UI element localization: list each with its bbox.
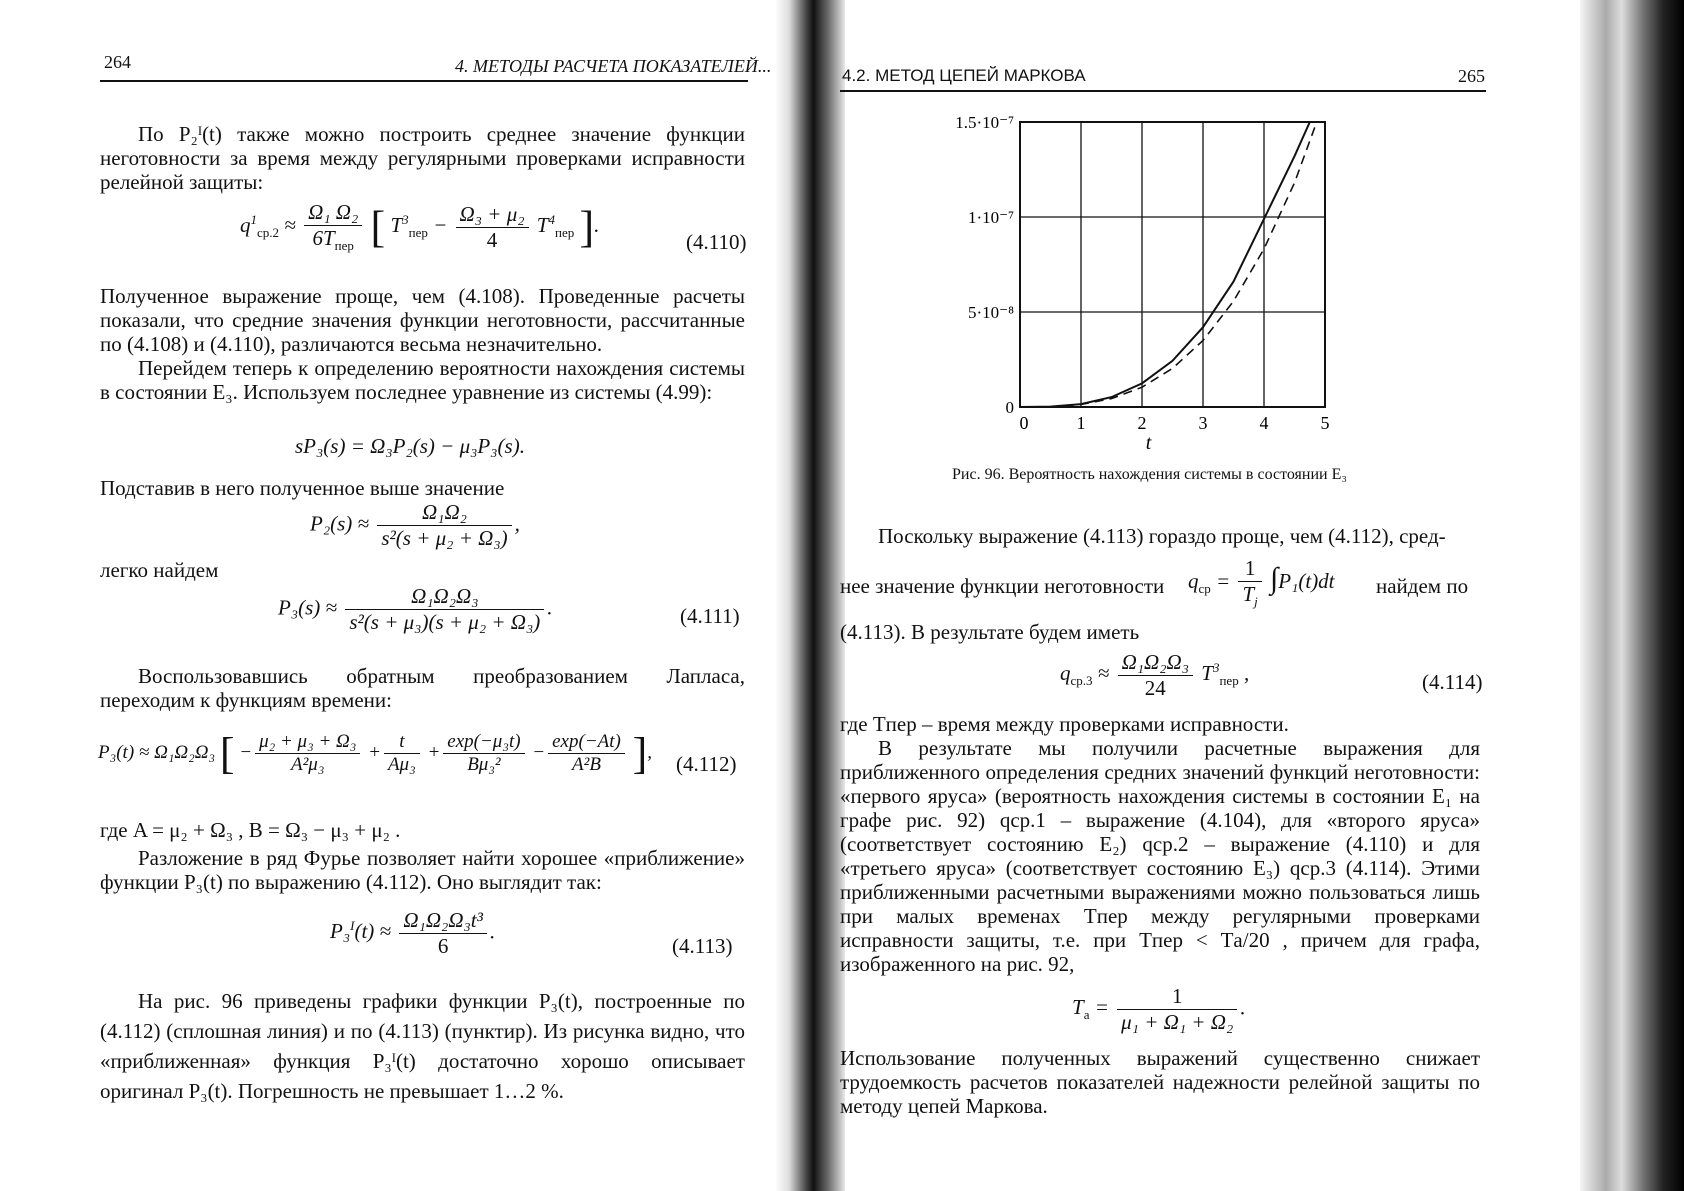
left-para-2: Полученное выражение проще, чем (4.108). Проведенные расчеты показали, что средние значения функции неготовности, рассчитанные по (4.108) и (4.110), различаются весьма незначительно. bbox=[100, 284, 745, 356]
right-para-1b bbox=[840, 556, 1480, 616]
equation-p2s: P₂(s) ≈ $\frac{\text{Ω₁Ω₂}}{\text{s²(s + μ₂ + Ω₃)}}$ , bbox=[310, 500, 520, 550]
running-head-left: 4. МЕТОДЫ РАСЧЕТА ПОКАЗАТЕЛЕЙ... bbox=[455, 56, 772, 76]
equation-qcp-integral: $q_{ср}$ = $\frac{1}{T_j}$ ∫P₁(t)dt bbox=[1188, 556, 1335, 610]
page-number-left: 264 bbox=[104, 52, 131, 72]
x-tick-label: 4 bbox=[1259, 413, 1269, 433]
right-para-1a: Поскольку выражение (4.113) гораздо проще, чем (4.112), сред- bbox=[878, 524, 1446, 548]
equation-4-114: $q_{ср.3}$ ≈ $\frac{\text{Ω₁Ω₂Ω₃}}{24}$ $T^3_{пер}$ , bbox=[1060, 650, 1250, 700]
equation-ta: $T_а$ = $\frac{1}{\text{μ₁ + Ω₁ + Ω₂}}$ . bbox=[1072, 984, 1246, 1034]
series-solid-line bbox=[1020, 122, 1310, 407]
chart-grid bbox=[1020, 122, 1325, 407]
header-rule-right bbox=[840, 90, 1486, 92]
y-tick-label: 5·10⁻⁸ bbox=[967, 303, 1014, 322]
plot-frame bbox=[1020, 122, 1325, 407]
eq-number-4-112: (4.112) bbox=[676, 752, 737, 776]
right-para-1b-start: нее значение функции неготовности bbox=[840, 574, 1165, 598]
right-para-3: В результате мы получили расчетные выражения для приближенного определения средних значений функций неготовности: «первого яруса» (вероятность нахождения системы в состоянии E₁ на графе рис. 92) qср.1 – выражение (4.104), для «второго яруса» (соответствует состоянию E₂) qср.2 – выражение (4.110) и для «третьего яруса» (соответствует состоянию E₃) qср.3 (4.114). Этими приближенными расчетными выражениями можно пользоваться лишь при малых временах Tпер между регулярными проверками исправности защиты, т.е. при Tпер < Tа/20 , причем для графа, изображенного на рис. 92, bbox=[840, 736, 1480, 976]
x-axis-label: t bbox=[1145, 432, 1152, 450]
left-para-4: Подставив в него полученное выше значение bbox=[100, 476, 505, 500]
left-para-6: Воспользовавшись обратным преобразованием Лапласа, переходим к функциям времени: bbox=[100, 664, 745, 712]
eq-number-4-114: (4.114) bbox=[1422, 670, 1483, 694]
right-para-1c: (4.113). В результате будем иметь bbox=[840, 620, 1140, 644]
equation-4-112: P₃(t) ≈ Ω₁Ω₂Ω₃ [ − $\frac{\text{μ₂ + μ₃ + Ω₃}}{\text{A²μ₃}}$ + $\frac{t}{\text{Aμ₃}}$ + $\frac{\text{exp(−μ₃t)}}{\text{Bμ₃²}}$ − $\frac{\exp(-At)}{\text{A²B}}$ ], bbox=[98, 729, 653, 778]
running-head-right: 4.2. МЕТОД ЦЕПЕЙ МАРКОВА bbox=[842, 66, 1086, 85]
right-para-4: Использование полученных выражений существенно снижает трудоемкость расчетов показателей надежности релейной защиты по методу цепей Маркова. bbox=[840, 1046, 1480, 1118]
eq-number-4-111: (4.111) bbox=[680, 604, 740, 628]
figure-caption: Рис. 96. Вероятность нахождения системы в состоянии E₃ bbox=[952, 466, 1347, 483]
right-para-2: где Tпер – время между проверками исправности. bbox=[840, 712, 1289, 736]
equation-sp3: sP₃(s) = Ω₃P₂(s) − μ₃P₃(s). bbox=[295, 434, 525, 458]
y-tick-label: 0 bbox=[1005, 398, 1014, 417]
eq-number-4-110: (4.110) bbox=[686, 230, 747, 254]
right-para-1b-end: найдем по bbox=[1376, 574, 1469, 598]
left-page bbox=[0, 0, 790, 1191]
equation-4-113: P₃$^I$(t) ≈ $\frac{\text{Ω₁Ω₂Ω₃t³}}{6}$ . bbox=[330, 908, 496, 958]
x-tick-label: 3 bbox=[1198, 413, 1208, 433]
left-para-7: Разложение в ряд Фурье позволяет найти хорошее «приближение» функции P₃(t) по выражению (4.112). Оно выглядит так: bbox=[100, 846, 745, 894]
left-para-5: легко найдем bbox=[100, 558, 219, 582]
left-para-8: На рис. 96 приведены графики функции P₃(t), построенные по (4.112) (сплошная линия) и по (4.113) (пунктир). Из рисунка видно, что «приближенная» функция P₃ᴵ(t) достаточно хорошо описывает оригинал P₃(t). Погрешность не превышает 1…2 %. bbox=[100, 989, 745, 1103]
y-tick-label: 1·10⁻⁷ bbox=[967, 208, 1014, 227]
left-para-1: По P₂ᴵ(t) также можно построить среднее значение функции неготовности за время между регулярными проверками исправности релейной защиты: bbox=[100, 122, 745, 194]
left-para-3: Перейдем теперь к определению вероятности нахождения системы в состоянии E₃. Используем последнее уравнение из системы (4.99): bbox=[100, 356, 745, 404]
book-page-edges bbox=[1580, 0, 1684, 1191]
x-tick-label: 5 bbox=[1320, 413, 1330, 433]
equation-4-111: P₃(s) ≈ $\frac{\text{Ω₁Ω₂Ω₃}}{\text{s²(s + μ₃)(s + μ₂ + Ω₃)}}$ . bbox=[278, 584, 553, 634]
page-number-right: 265 bbox=[1458, 66, 1485, 86]
x-tick-label: 0 bbox=[1019, 413, 1029, 433]
y-tick-label: 1.5·10⁻⁷ bbox=[955, 113, 1014, 132]
right-page bbox=[790, 0, 1684, 1191]
chart-fig-96 bbox=[790, 100, 1510, 450]
where-a-b: где A = μ₂ + Ω₃ , B = Ω₃ − μ₃ + μ₂ . bbox=[100, 818, 401, 842]
eq-number-4-113: (4.113) bbox=[672, 934, 733, 958]
equation-4-110: $q^1_{ср.2}$ ≈ $\frac{\text{Ω₁ Ω₂}}{6T_{пер}}$ [ $T^3_{пер}$ − $\frac{\text{Ω₃ + μ₂}}{4}$ $T^4_{пер}$ ]. bbox=[240, 200, 600, 254]
x-tick-label: 1 bbox=[1076, 413, 1086, 433]
header-rule-left bbox=[100, 80, 748, 82]
x-tick-label: 2 bbox=[1137, 413, 1147, 433]
